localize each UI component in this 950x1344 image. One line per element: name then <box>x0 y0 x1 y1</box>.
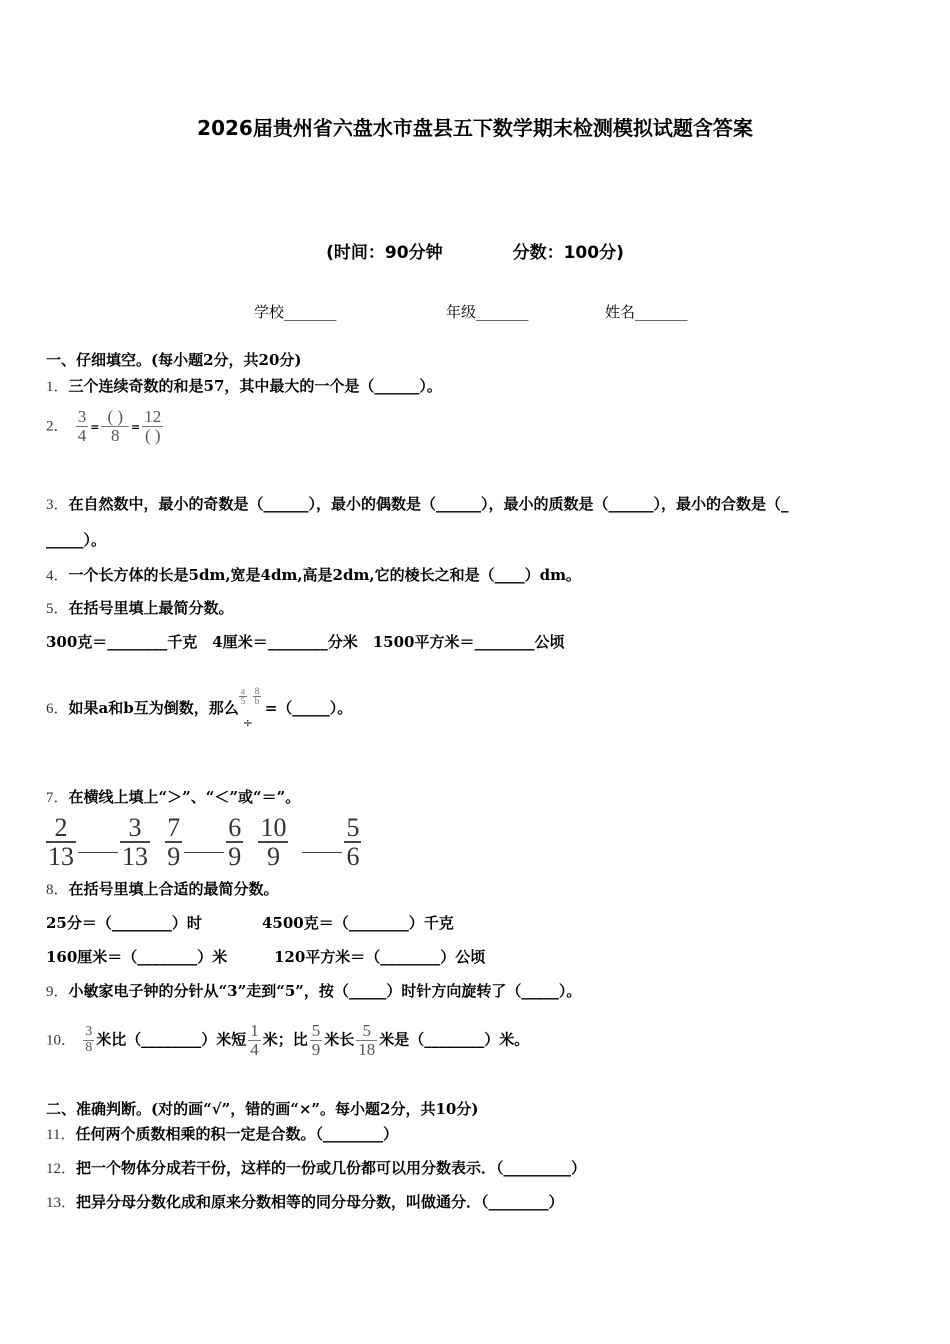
question-3 <box>46 494 789 515</box>
question-8 <box>46 879 279 900</box>
question-10 <box>46 1022 529 1059</box>
fraction <box>142 408 163 445</box>
question-8-blank-b: 4500克＝（________）千克 <box>262 914 454 932</box>
numerator: a <box>239 687 248 697</box>
question-number: 7． <box>46 790 69 806</box>
question-9 <box>46 981 581 1002</box>
fraction <box>76 408 89 445</box>
question-text: 在括号里填上合适的最简分数。 <box>68 880 279 898</box>
question-5-blanks: 300克＝________千克 4厘米＝________分米 1500平方米＝________公顷 <box>46 633 565 651</box>
denominator: 5 <box>240 696 246 707</box>
question-number: 2． <box>46 418 69 435</box>
question-number: 12． <box>46 1161 77 1177</box>
total-score: 分数：100分) <box>512 243 624 263</box>
numerator: 8 <box>254 686 260 696</box>
question-number: 9． <box>46 984 69 1000</box>
denominator: 8 <box>85 1039 93 1055</box>
question-8-blank-a: 25分＝（________）时 <box>46 914 202 932</box>
denominator: 9 <box>167 842 181 872</box>
question-text: 一个长方体的长是5dm,宽是4dm,高是2dm,它的棱长之和是（____）dm。 <box>68 566 581 584</box>
question-text: 任何两个质数相乘的积一定是合数。（________） <box>75 1125 398 1143</box>
document-title: 2026届贵州省六盘水市盘县五下数学期末检测模拟试题含答案 <box>197 116 753 140</box>
numerator: 10 <box>260 813 287 842</box>
denominator: 9 <box>228 842 242 872</box>
question-text: 把一个物体分成若干份，这样的一份或几份都可以用分数表示．（_________） <box>76 1159 587 1177</box>
fraction <box>101 408 129 445</box>
denominator: 4 <box>250 1039 259 1059</box>
numerator: 3 <box>85 1024 93 1040</box>
question-number: 10． <box>46 1032 77 1049</box>
fraction <box>165 814 182 871</box>
question-text: 米；比 <box>262 1030 308 1049</box>
question-text: 米长 <box>324 1030 355 1049</box>
denominator: b <box>254 696 260 707</box>
numerator: 5 <box>356 1022 377 1041</box>
fraction <box>258 814 288 871</box>
question-tail: =（_____）。 <box>264 699 353 717</box>
question-text: 米比（________）米短 <box>96 1030 247 1049</box>
numerator: 12 <box>144 407 162 426</box>
numerator: 5 <box>311 1021 321 1040</box>
fraction <box>356 1022 377 1059</box>
fraction <box>46 814 76 871</box>
fraction <box>344 814 361 871</box>
answer-blank[interactable] <box>78 852 118 853</box>
question-11 <box>46 1124 398 1145</box>
numerator: 3 <box>77 407 87 426</box>
name-field: 姓名_______ <box>605 303 688 321</box>
question-12 <box>46 1158 586 1179</box>
fraction <box>253 687 262 707</box>
question-7-comparisons <box>44 814 363 871</box>
denominator: 9 <box>311 1039 321 1059</box>
question-text: 把异分母分数化成和原来分数相等的同分母分数，叫做通分．（________） <box>76 1193 564 1211</box>
question-text: 在括号里填上最简分数。 <box>68 599 234 617</box>
denominator: 9 <box>266 842 280 872</box>
numerator: 5 <box>346 813 360 842</box>
fraction <box>310 1022 323 1059</box>
denominator: 8 <box>111 425 120 445</box>
fraction <box>83 1025 94 1055</box>
denominator: 6 <box>346 842 360 872</box>
denominator: 13 <box>122 842 148 872</box>
section-2-heading: 二、准确判断。(对的画“√”，错的画“×”。每小题2分，共10分) <box>46 1100 479 1118</box>
time-limit: (时间：90分钟 <box>326 243 443 263</box>
numerator: 2 <box>46 814 76 843</box>
question-text: 三个连续奇数的和是57，其中最大的一个是（______）。 <box>68 377 442 395</box>
grade-field: 年级_______ <box>446 303 529 321</box>
denominator: ( ) <box>144 425 161 445</box>
denominator: 18 <box>358 1039 376 1059</box>
question-1 <box>46 376 442 397</box>
question-text: 如果a和b互为倒数，那么 <box>68 699 239 717</box>
divide-sign: ÷ <box>242 716 253 730</box>
question-8-blank-c: 160厘米＝（________）米 <box>46 948 228 966</box>
numerator: 3 <box>120 814 150 843</box>
denominator: 13 <box>48 842 74 872</box>
fraction <box>226 814 243 871</box>
question-number: 6． <box>46 701 69 717</box>
numerator: ( ) <box>101 408 129 427</box>
question-text: 米是（________）米。 <box>379 1030 530 1049</box>
school-field: 学校_______ <box>254 303 337 321</box>
exam-meta <box>0 238 950 263</box>
fraction <box>248 1022 261 1059</box>
question-3-continued: _____）。 <box>46 531 107 549</box>
equals-sign: = <box>90 420 100 434</box>
question-number: 8． <box>46 882 69 898</box>
question-8-blank-d: 120平方米＝（________）公顷 <box>274 948 486 966</box>
question-7 <box>46 787 300 808</box>
question-number: 11． <box>46 1127 76 1143</box>
section-1-heading: 一、仔细填空。(每小题2分，共20分) <box>46 351 302 369</box>
question-number: 4． <box>46 568 69 584</box>
question-4 <box>46 565 581 586</box>
question-2 <box>46 408 165 445</box>
question-number: 1． <box>46 379 69 395</box>
answer-blank[interactable] <box>302 852 342 853</box>
question-text: 小敏家电子钟的分针从“3”走到“5”，按（_____）时针方向旋转了（_____）。 <box>68 982 582 1000</box>
equals-sign: = <box>131 420 141 434</box>
numerator: 6 <box>228 813 242 842</box>
denominator: 4 <box>77 425 87 445</box>
question-6 <box>46 686 353 730</box>
question-text: 在横线上填上“＞”、“＜”或“＝”。 <box>68 788 301 806</box>
fraction <box>239 687 248 707</box>
numerator: 7 <box>167 813 181 842</box>
numerator: 1 <box>250 1021 259 1040</box>
question-number: 3． <box>46 497 69 513</box>
question-number: 5． <box>46 601 69 617</box>
question-5 <box>46 598 234 619</box>
question-number: 13． <box>46 1195 77 1211</box>
question-13 <box>46 1192 564 1213</box>
answer-blank[interactable] <box>184 852 224 853</box>
fraction <box>120 814 150 871</box>
question-text: 在自然数中，最小的奇数是（______），最小的偶数是（______），最小的质数是（______），最小的合数是（_ <box>68 495 789 513</box>
